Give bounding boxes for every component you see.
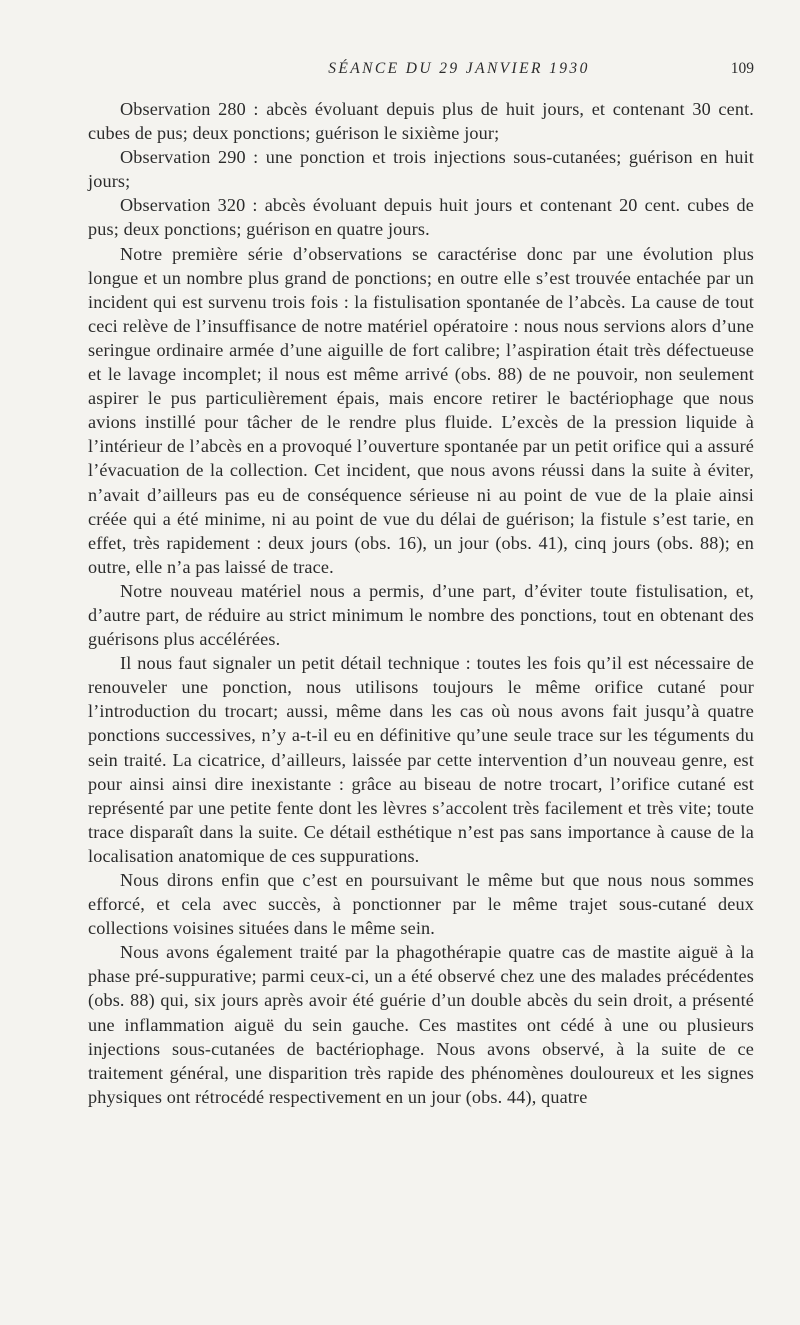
paragraph-observation-290: Observation 290 : une ponction et trois injections sous-cutanées; guérison en huit jours; — [88, 147, 754, 192]
paragraph-observation-280: Observation 280 : abcès évoluant depuis plus de huit jours, et contenant 30 cent. cubes de pus; deux ponctions; guérison le sixième jour; — [88, 99, 754, 144]
paragraph-technical-detail: Il nous faut signaler un petit détail technique : toutes les fois qu’il est nécessaire de renouveler une ponction, nous utilisons toujours le même orifice cutané pour l’introduction du trocart; aussi, même dans les cas où nous avons fait jusqu’à quatre ponctions successives, n’y a-t-il eu en définitive qu’une seule trace sur les téguments du sein traité. La cicatrice, d’ailleurs, laissée par cette intervention d’un nouveau genre, est pour ainsi ainsi dire inexistante : grâce au biseau de notre trocart, l’orifice cutané est représenté par une petite fente dont les lèvres s’accolent très facilement et très vite; toute trace disparaît dans la suite. Ce détail esthétique n’est pas sans importance à cause de la localisation anatomique de ces suppurations. — [88, 653, 754, 866]
paragraph-observation-320: Observation 320 : abcès évoluant depuis huit jours et contenant 20 cent. cubes de pus; deux ponctions; guérison en quatre jours. — [88, 195, 754, 240]
paragraph-first-series: Notre première série d’observations se caractérise donc par une évolution plus longue et un nombre plus grand de ponctions; en outre elle s’est trouvée entachée par un incident qui est survenu trois fois : la fistulisation spontanée de l’abcès. La cause de tout ceci relève de l’insuffisance de notre matériel opératoire : nous nous servions alors d’une seringue ordinaire armée d’une aiguille de fort calibre; l’aspiration était très défectueuse et le lavage incomplet; il nous est même arrivé (obs. 88) de ne pouvoir, non seulement aspirer le pus particulièrement épais, mais encore retirer le bactériophage que nous avions instillé pour tâcher de le rendre plus fluide. L’excès de la pression liquide à l’intérieur de l’abcès en a provoqué l’ouverture spontanée par un petit orifice qui a assuré l’évacuation de la collection. Cet incident, que nous avons réussi dans la suite à éviter, n’avait d’ailleurs pas eu de conséquence sérieuse ni au point de vue de la plaie ainsi créée qui a été minime, ni au point de vue du délai de guérison; la fistule s’est tarie, en effet, très rapidement : deux jours (obs. 16), un jour (obs. 41), cinq jours (obs. 88); en outre, elle n’a pas laissé de trace. — [88, 243, 754, 577]
running-header — [120, 60, 760, 84]
paragraph-same-trajectory: Nous dirons enfin que c’est en poursuivant le même but que nous nous sommes efforcé, et cela avec succès, à ponctionner par le même trajet sous-cutané deux collections voisines situées dans le même sein. — [88, 870, 754, 939]
page-number: 109 — [730, 60, 754, 77]
running-title: SÉANCE DU 29 JANVIER 1930 — [328, 60, 590, 77]
body-text — [88, 97, 754, 1109]
paragraph-new-material: Notre nouveau matériel nous a permis, d’une part, d’éviter toute fistulisation, et, d’autre part, de réduire au strict minimum le nombre des ponctions, tout en obtenant des guérisons plus accélérées. — [88, 580, 754, 650]
paragraph-mastitis: Nous avons également traité par la phagothérapie quatre cas de mastite aiguë à la phase pré-suppurative; parmi ceux-ci, un a été observé chez une des malades précédentes (obs. 88) qui, six jours après avoir été guérie d’un double abcès du sein droit, a présenté une inflammation aiguë du sein gauche. Ces mastites ont cédé à une ou plusieurs injections sous-cutanées de bactériophage. Nous avons observé, à la suite de ce traitement général, une disparition très rapide des phénomènes douloureux et les signes physiques ont rétrocédé respectivement en un jour (obs. 44), quatre — [88, 942, 754, 1107]
